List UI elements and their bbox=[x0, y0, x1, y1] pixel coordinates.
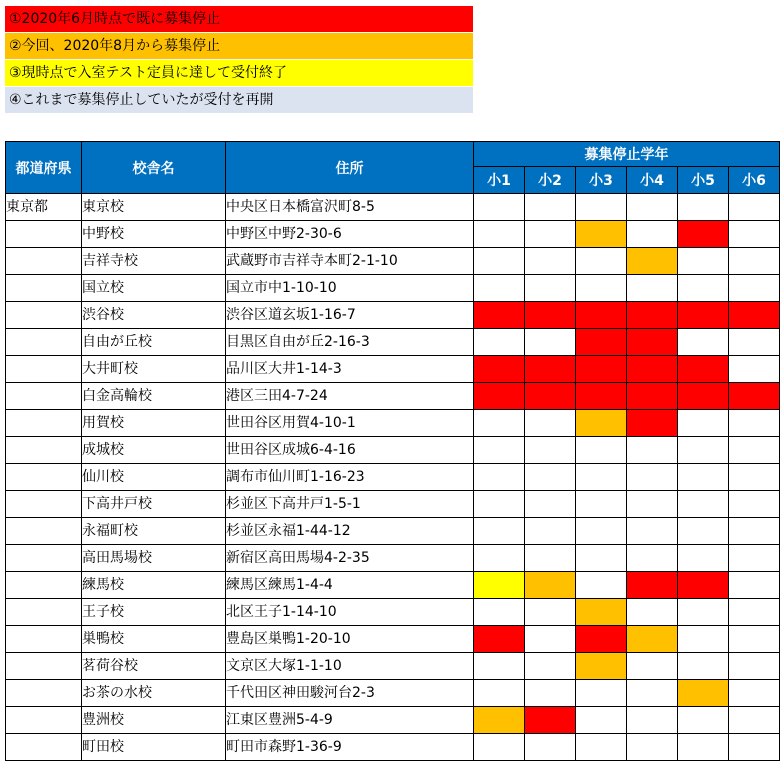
prefecture-cell bbox=[6, 572, 82, 599]
table-row bbox=[6, 572, 780, 599]
grade-status-cell bbox=[474, 410, 525, 437]
grade-status-cell bbox=[729, 356, 780, 383]
grade-status-cell bbox=[729, 599, 780, 626]
grade-status-cell bbox=[729, 248, 780, 275]
grade-status-cell bbox=[474, 464, 525, 491]
school-name-cell: 東京校 bbox=[82, 194, 226, 221]
header-grade: 小3 bbox=[576, 167, 627, 194]
address-cell: 世田谷区成城6-4-16 bbox=[226, 437, 474, 464]
table-row bbox=[6, 464, 780, 491]
grade-status-cell bbox=[627, 653, 678, 680]
grade-status-cell bbox=[729, 464, 780, 491]
prefecture-cell bbox=[6, 599, 82, 626]
grade-status-cell bbox=[474, 734, 525, 761]
header-school: 校舎名 bbox=[82, 142, 226, 194]
school-name-cell: 仙川校 bbox=[82, 464, 226, 491]
prefecture-cell bbox=[6, 356, 82, 383]
grade-status-cell bbox=[525, 734, 576, 761]
grade-status-cell bbox=[474, 491, 525, 518]
school-name-cell: 中野校 bbox=[82, 221, 226, 248]
table-row bbox=[6, 329, 780, 356]
grade-status-cell bbox=[525, 518, 576, 545]
grade-status-cell bbox=[678, 194, 729, 221]
grade-status-cell bbox=[729, 545, 780, 572]
grade-status-cell bbox=[627, 734, 678, 761]
grade-status-cell bbox=[576, 329, 627, 356]
prefecture-cell bbox=[6, 221, 82, 248]
grade-status-cell bbox=[576, 248, 627, 275]
grade-status-cell bbox=[525, 545, 576, 572]
grade-status-cell bbox=[474, 518, 525, 545]
prefecture-cell bbox=[6, 437, 82, 464]
legend-item-stop-august: ②今回、2020年8月から募集停止 bbox=[5, 33, 473, 59]
grade-status-cell bbox=[474, 599, 525, 626]
grade-status-cell bbox=[729, 734, 780, 761]
prefecture-cell bbox=[6, 653, 82, 680]
address-cell: 新宿区高田馬場4-2-35 bbox=[226, 545, 474, 572]
grade-status-cell bbox=[474, 572, 525, 599]
grade-status-cell bbox=[729, 437, 780, 464]
grade-status-cell bbox=[678, 491, 729, 518]
grade-status-cell bbox=[474, 680, 525, 707]
grade-status-cell bbox=[474, 302, 525, 329]
grade-status-cell bbox=[474, 329, 525, 356]
grade-status-cell bbox=[576, 383, 627, 410]
grade-status-cell bbox=[576, 221, 627, 248]
grade-status-cell bbox=[729, 221, 780, 248]
grade-status-cell bbox=[525, 221, 576, 248]
school-name-cell: 用賀校 bbox=[82, 410, 226, 437]
grade-status-cell bbox=[729, 275, 780, 302]
grade-status-cell bbox=[576, 545, 627, 572]
table-row bbox=[6, 194, 780, 221]
school-name-cell: 王子校 bbox=[82, 599, 226, 626]
grade-status-cell bbox=[678, 221, 729, 248]
address-cell: 北区王子1-14-10 bbox=[226, 599, 474, 626]
grade-status-cell bbox=[474, 707, 525, 734]
grade-status-cell bbox=[576, 653, 627, 680]
school-name-cell: 練馬校 bbox=[82, 572, 226, 599]
grade-status-cell bbox=[729, 491, 780, 518]
header-grade: 小6 bbox=[729, 167, 780, 194]
grade-status-cell bbox=[627, 491, 678, 518]
grade-status-cell bbox=[729, 518, 780, 545]
grade-status-cell bbox=[576, 680, 627, 707]
grade-status-cell bbox=[678, 572, 729, 599]
grade-status-cell bbox=[627, 680, 678, 707]
prefecture-cell bbox=[6, 518, 82, 545]
table-row bbox=[6, 626, 780, 653]
recruitment-table bbox=[5, 141, 780, 761]
grade-status-cell bbox=[678, 707, 729, 734]
grade-status-cell bbox=[678, 248, 729, 275]
header-grade-group: 募集停止学年 bbox=[474, 142, 780, 167]
prefecture-cell bbox=[6, 734, 82, 761]
grade-status-cell bbox=[576, 464, 627, 491]
grade-status-cell bbox=[576, 518, 627, 545]
grade-status-cell bbox=[525, 275, 576, 302]
table-row bbox=[6, 302, 780, 329]
school-name-cell: 町田校 bbox=[82, 734, 226, 761]
prefecture-cell bbox=[6, 302, 82, 329]
address-cell: 杉並区下高井戸1-5-1 bbox=[226, 491, 474, 518]
grade-status-cell bbox=[576, 437, 627, 464]
table-row bbox=[6, 437, 780, 464]
grade-status-cell bbox=[678, 356, 729, 383]
grade-status-cell bbox=[474, 275, 525, 302]
table-row bbox=[6, 383, 780, 410]
grade-status-cell bbox=[474, 383, 525, 410]
grade-status-cell bbox=[678, 653, 729, 680]
grade-status-cell bbox=[678, 275, 729, 302]
table-row bbox=[6, 275, 780, 302]
grade-status-cell bbox=[576, 410, 627, 437]
address-cell: 町田市森野1-36-9 bbox=[226, 734, 474, 761]
grade-status-cell bbox=[525, 356, 576, 383]
grade-status-cell bbox=[627, 248, 678, 275]
grade-status-cell bbox=[729, 680, 780, 707]
grade-status-cell bbox=[627, 275, 678, 302]
table-row bbox=[6, 599, 780, 626]
grade-status-cell bbox=[576, 275, 627, 302]
address-cell: 中央区日本橋富沢町8-5 bbox=[226, 194, 474, 221]
table-row bbox=[6, 545, 780, 572]
grade-status-cell bbox=[627, 383, 678, 410]
address-cell: 豊島区巣鴨1-20-10 bbox=[226, 626, 474, 653]
address-cell: 練馬区練馬1-4-4 bbox=[226, 572, 474, 599]
school-name-cell: 国立校 bbox=[82, 275, 226, 302]
table-row bbox=[6, 356, 780, 383]
prefecture-cell bbox=[6, 275, 82, 302]
grade-status-cell bbox=[525, 248, 576, 275]
grade-status-cell bbox=[729, 572, 780, 599]
table-row bbox=[6, 653, 780, 680]
address-cell: 武蔵野市吉祥寺本町2-1-10 bbox=[226, 248, 474, 275]
grade-status-cell bbox=[525, 653, 576, 680]
grade-status-cell bbox=[474, 356, 525, 383]
address-cell: 江東区豊洲5-4-9 bbox=[226, 707, 474, 734]
school-name-cell: 渋谷校 bbox=[82, 302, 226, 329]
grade-status-cell bbox=[678, 329, 729, 356]
address-cell: 世田谷区用賀4-10-1 bbox=[226, 410, 474, 437]
address-cell: 調布市仙川町1-16-23 bbox=[226, 464, 474, 491]
prefecture-cell bbox=[6, 329, 82, 356]
grade-status-cell bbox=[576, 626, 627, 653]
prefecture-cell bbox=[6, 248, 82, 275]
prefecture-cell: 東京都 bbox=[6, 194, 82, 221]
prefecture-cell bbox=[6, 545, 82, 572]
grade-status-cell bbox=[729, 626, 780, 653]
grade-status-cell bbox=[627, 518, 678, 545]
school-name-cell: 高田馬場校 bbox=[82, 545, 226, 572]
grade-status-cell bbox=[525, 707, 576, 734]
grade-status-cell bbox=[678, 734, 729, 761]
grade-status-cell bbox=[525, 464, 576, 491]
table-row bbox=[6, 248, 780, 275]
grade-status-cell bbox=[729, 194, 780, 221]
grade-status-cell bbox=[474, 437, 525, 464]
grade-status-cell bbox=[525, 410, 576, 437]
grade-status-cell bbox=[576, 734, 627, 761]
grade-status-cell bbox=[474, 626, 525, 653]
grade-status-cell bbox=[525, 194, 576, 221]
prefecture-cell bbox=[6, 410, 82, 437]
grade-status-cell bbox=[678, 464, 729, 491]
grade-status-cell bbox=[576, 707, 627, 734]
prefecture-cell bbox=[6, 626, 82, 653]
grade-status-cell bbox=[627, 437, 678, 464]
grade-status-cell bbox=[678, 302, 729, 329]
grade-status-cell bbox=[627, 464, 678, 491]
legend-item-stopped-june: ①2020年6月時点で既に募集停止 bbox=[5, 6, 473, 32]
header-grade: 小1 bbox=[474, 167, 525, 194]
grade-status-cell bbox=[729, 329, 780, 356]
address-cell: 杉並区永福1-44-12 bbox=[226, 518, 474, 545]
grade-status-cell bbox=[678, 437, 729, 464]
grade-status-cell bbox=[525, 491, 576, 518]
table-row bbox=[6, 707, 780, 734]
grade-status-cell bbox=[525, 572, 576, 599]
grade-status-cell bbox=[729, 383, 780, 410]
school-name-cell: 成城校 bbox=[82, 437, 226, 464]
grade-status-cell bbox=[576, 491, 627, 518]
grade-status-cell bbox=[474, 545, 525, 572]
address-cell: 品川区大井1-14-3 bbox=[226, 356, 474, 383]
grade-status-cell bbox=[474, 248, 525, 275]
grade-status-cell bbox=[627, 302, 678, 329]
grade-status-cell bbox=[729, 707, 780, 734]
grade-status-cell bbox=[474, 221, 525, 248]
school-name-cell: 大井町校 bbox=[82, 356, 226, 383]
address-cell: 国立市中1-10-10 bbox=[226, 275, 474, 302]
grade-status-cell bbox=[678, 518, 729, 545]
grade-status-cell bbox=[678, 383, 729, 410]
prefecture-cell bbox=[6, 491, 82, 518]
grade-status-cell bbox=[525, 302, 576, 329]
grade-status-cell bbox=[525, 383, 576, 410]
school-name-cell: 茗荷谷校 bbox=[82, 653, 226, 680]
school-name-cell: 白金高輪校 bbox=[82, 383, 226, 410]
grade-status-cell bbox=[627, 707, 678, 734]
grade-status-cell bbox=[627, 410, 678, 437]
prefecture-cell bbox=[6, 707, 82, 734]
address-cell: 渋谷区道玄坂1-16-7 bbox=[226, 302, 474, 329]
grade-status-cell bbox=[627, 329, 678, 356]
grade-status-cell bbox=[678, 599, 729, 626]
table-row bbox=[6, 680, 780, 707]
grade-status-cell bbox=[627, 572, 678, 599]
grade-status-cell bbox=[576, 356, 627, 383]
school-name-cell: 下高井戸校 bbox=[82, 491, 226, 518]
school-name-cell: 自由が丘校 bbox=[82, 329, 226, 356]
address-cell: 目黒区自由が丘2-16-3 bbox=[226, 329, 474, 356]
grade-status-cell bbox=[678, 410, 729, 437]
table-row bbox=[6, 518, 780, 545]
header-prefecture: 都道府県 bbox=[6, 142, 82, 194]
grade-status-cell bbox=[627, 545, 678, 572]
table-row bbox=[6, 221, 780, 248]
prefecture-cell bbox=[6, 383, 82, 410]
grade-status-cell bbox=[678, 626, 729, 653]
grade-status-cell bbox=[474, 194, 525, 221]
legend-item-reopened: ④これまで募集停止していたが受付を再開 bbox=[5, 87, 473, 113]
school-name-cell: 吉祥寺校 bbox=[82, 248, 226, 275]
header-grade: 小2 bbox=[525, 167, 576, 194]
grade-status-cell bbox=[525, 599, 576, 626]
legend-item-capacity-full: ③現時点で入室テスト定員に達して受付終了 bbox=[5, 60, 473, 86]
grade-status-cell bbox=[729, 653, 780, 680]
grade-status-cell bbox=[576, 599, 627, 626]
grade-status-cell bbox=[474, 653, 525, 680]
table-row bbox=[6, 491, 780, 518]
header-grade: 小4 bbox=[627, 167, 678, 194]
school-name-cell: 永福町校 bbox=[82, 518, 226, 545]
address-cell: 文京区大塚1-1-10 bbox=[226, 653, 474, 680]
grade-status-cell bbox=[525, 437, 576, 464]
prefecture-cell bbox=[6, 680, 82, 707]
grade-status-cell bbox=[627, 356, 678, 383]
grade-status-cell bbox=[627, 194, 678, 221]
grade-status-cell bbox=[525, 329, 576, 356]
prefecture-cell bbox=[6, 464, 82, 491]
header-grade: 小5 bbox=[678, 167, 729, 194]
school-name-cell: 巣鴨校 bbox=[82, 626, 226, 653]
grade-status-cell bbox=[627, 599, 678, 626]
grade-status-cell bbox=[729, 410, 780, 437]
table-row bbox=[6, 410, 780, 437]
grade-status-cell bbox=[576, 572, 627, 599]
grade-status-cell bbox=[576, 302, 627, 329]
grade-status-cell bbox=[525, 680, 576, 707]
grade-status-cell bbox=[729, 302, 780, 329]
grade-status-cell bbox=[576, 194, 627, 221]
table-row bbox=[6, 734, 780, 761]
grade-status-cell bbox=[678, 680, 729, 707]
grade-status-cell bbox=[525, 626, 576, 653]
grade-status-cell bbox=[678, 545, 729, 572]
grade-status-cell bbox=[627, 221, 678, 248]
address-cell: 千代田区神田駿河台2-3 bbox=[226, 680, 474, 707]
header-address: 住所 bbox=[226, 142, 474, 194]
school-name-cell: お茶の水校 bbox=[82, 680, 226, 707]
address-cell: 中野区中野2-30-6 bbox=[226, 221, 474, 248]
address-cell: 港区三田4-7-24 bbox=[226, 383, 474, 410]
school-name-cell: 豊洲校 bbox=[82, 707, 226, 734]
grade-status-cell bbox=[627, 626, 678, 653]
